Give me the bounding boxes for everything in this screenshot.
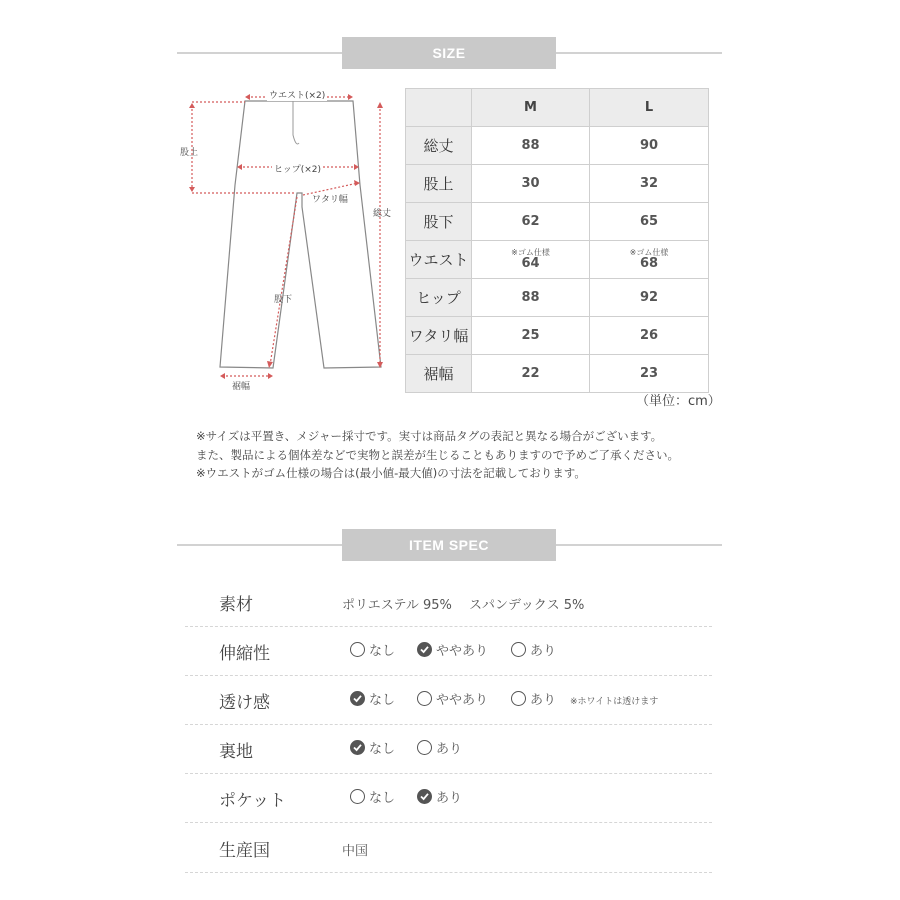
option-yes: [417, 738, 462, 757]
radio-unchecked-icon: [350, 642, 365, 657]
unit-label: （単位：cm）: [636, 394, 721, 409]
size-section-title: SIZE: [342, 37, 556, 69]
option-yes: [511, 640, 556, 659]
option-label: あり: [530, 693, 557, 708]
spec-material-value: ポリエステル 95% スパンデックス 5%: [342, 598, 585, 613]
option-label: あり: [436, 742, 463, 757]
option-label: なし: [369, 644, 396, 659]
cell-m: 62: [472, 203, 590, 241]
row-label: 股下: [406, 203, 472, 241]
option-label: なし: [369, 693, 396, 708]
cell-l: 32: [590, 165, 709, 203]
option-label: ややあり: [436, 644, 489, 659]
option-label: あり: [436, 791, 463, 806]
spec-label: 伸縮性: [219, 644, 270, 664]
size-table-col-l: L: [590, 89, 709, 127]
radio-unchecked-icon: [417, 691, 432, 706]
row-label: 股上: [406, 165, 472, 203]
cell-value: 64: [521, 256, 540, 271]
spec-row-material: [185, 578, 712, 627]
radio-checked-icon: [417, 789, 432, 804]
diagram-label-waist: ウエスト(×2): [267, 88, 327, 101]
pants-fly: [293, 101, 299, 144]
radio-unchecked-icon: [350, 789, 365, 804]
cell-note: ※ゴム仕様: [511, 248, 550, 257]
row-label: 総丈: [406, 127, 472, 165]
table-row: [406, 279, 709, 317]
spec-row-stretch: [185, 627, 712, 676]
diagram-label-length: 総丈: [373, 209, 392, 219]
size-table: [405, 88, 709, 393]
row-label: ワタリ幅: [406, 317, 472, 355]
table-row: [406, 241, 709, 279]
size-table-header: [406, 89, 709, 127]
row-label: ウエスト: [406, 241, 472, 279]
spec-section-title: ITEM SPEC: [342, 529, 556, 561]
option-yes: [511, 689, 556, 708]
spec-row-lining: [185, 725, 712, 774]
diagram-label-hem: 裾幅: [232, 382, 251, 392]
option-yes: [417, 787, 462, 806]
table-row: [406, 127, 709, 165]
option-none: [350, 738, 395, 757]
cell-m: 25: [472, 317, 590, 355]
size-table-corner: [406, 89, 472, 127]
cell-value: 68: [639, 256, 659, 271]
cell-l: 23: [590, 355, 709, 393]
cell-m: [472, 241, 590, 279]
radio-unchecked-icon: [417, 740, 432, 755]
cell-l: 92: [590, 279, 709, 317]
note-line: また、製品による個体差などで実物と誤差が生じることもありますので予めご了承ください。: [196, 447, 679, 462]
radio-unchecked-icon: [511, 691, 526, 706]
spec-label: ポケット: [219, 791, 287, 811]
cell-m: 88: [472, 127, 590, 165]
table-row: [406, 355, 709, 393]
cell-l: [590, 241, 709, 279]
radio-unchecked-icon: [511, 642, 526, 657]
cell-l: 65: [590, 203, 709, 241]
radio-checked-icon: [350, 691, 365, 706]
spec-row-transparency: [185, 676, 712, 725]
cell-l: 26: [590, 317, 709, 355]
table-row: [406, 203, 709, 241]
pants-diagram: [175, 85, 400, 395]
cell-l: 90: [590, 127, 709, 165]
diagram-label-inseam: 股下: [274, 295, 293, 305]
size-notes: [196, 427, 679, 483]
spec-label: 素材: [219, 595, 253, 615]
cell-m: 88: [472, 279, 590, 317]
spec-label: 生産国: [219, 841, 270, 861]
cell-m: 30: [472, 165, 590, 203]
cell-note: ※ゴム仕様: [629, 248, 669, 257]
radio-checked-icon: [350, 740, 365, 755]
option-label: ややあり: [436, 693, 489, 708]
option-somewhat: [417, 689, 488, 708]
option-none: [350, 689, 395, 708]
spec-label: 裏地: [219, 742, 253, 762]
table-row: [406, 317, 709, 355]
row-label: ヒップ: [406, 279, 472, 317]
row-label: 裾幅: [406, 355, 472, 393]
note-line: ※サイズは平置き、メジャー採寸です。実寸は商品タグの表記と異なる場合がございます。: [196, 429, 663, 443]
option-somewhat: [417, 640, 488, 659]
radio-checked-icon: [417, 642, 432, 657]
option-label: なし: [369, 742, 396, 757]
spec-row-pocket: [185, 774, 712, 823]
diagram-label-rise: 股上: [180, 148, 199, 158]
note-line: ※ウエストがゴム仕様の場合は(最小値-最大値)の寸法を記載しております。: [196, 466, 586, 480]
pants-outline: [220, 101, 381, 368]
option-label: なし: [369, 791, 396, 806]
option-label: あり: [530, 644, 557, 659]
diagram-label-thigh: ワタリ幅: [312, 195, 348, 205]
transparency-note: ※ホワイトは透けます: [570, 697, 659, 707]
option-none: [350, 640, 395, 659]
size-table-col-m: M: [472, 89, 590, 127]
spec-row-country: [185, 824, 712, 873]
option-none: [350, 787, 395, 806]
diagram-label-hip: ヒップ(×2): [272, 162, 323, 175]
spec-country-value: 中国: [342, 844, 369, 859]
cell-m: 22: [472, 355, 590, 393]
spec-label: 透け感: [219, 693, 270, 713]
table-row: [406, 165, 709, 203]
